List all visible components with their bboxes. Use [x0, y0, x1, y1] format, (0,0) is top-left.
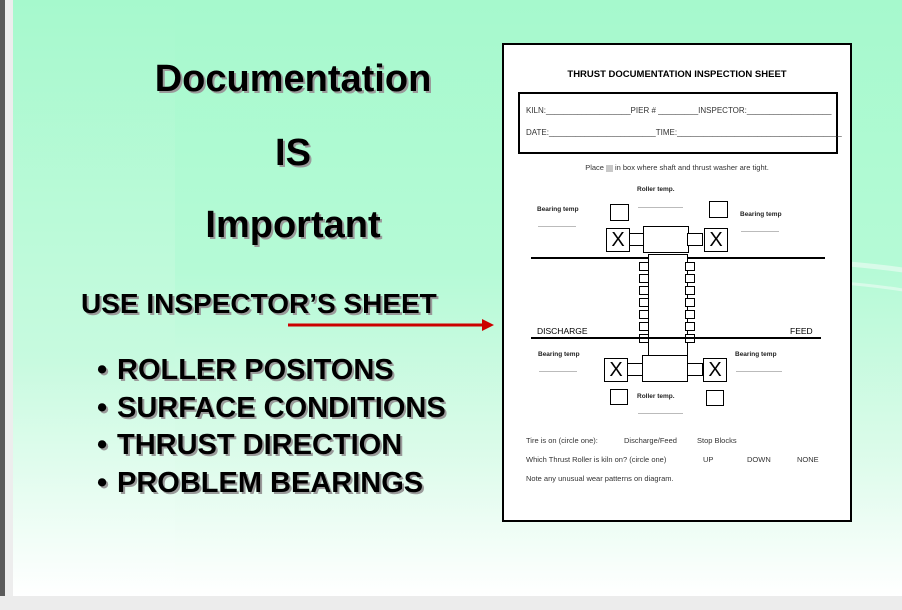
subheading: USE INSPECTOR’S SHEET [81, 288, 437, 319]
sheet-title: THRUST DOCUMENTATION INSPECTION SHEET [567, 69, 787, 80]
bullet-item [97, 352, 446, 390]
tire-shaft [648, 254, 688, 357]
x-box-top-left[interactable]: X [606, 228, 630, 252]
tooth-right [685, 310, 695, 319]
tooth-right [685, 274, 695, 283]
bearing-bottom-left [627, 363, 643, 376]
tooth-right [685, 286, 695, 295]
bullet-dot: • [97, 391, 108, 424]
bullet-text: PROBLEM BEARINGS [117, 466, 424, 499]
bearing-temp-label-bottom-left: Bearing temp [538, 351, 580, 358]
bearing-top-right [687, 233, 703, 246]
bullet-item [97, 465, 446, 503]
bearing-bottom-right [687, 363, 703, 376]
question-thrust-label: Which Thrust Roller is kiln on? (circle one) [526, 455, 667, 464]
bullet-item [97, 390, 446, 428]
place-text-after: in box where shaft and thrust washer are tight. [614, 163, 769, 172]
tooth-left [639, 298, 649, 307]
window-bottom-border [0, 596, 902, 610]
tooth-left [639, 274, 649, 283]
tooth-left [639, 310, 649, 319]
place-text-before: Place [585, 163, 604, 172]
bearing-temp-label-bottom-right: Bearing temp [735, 351, 777, 358]
note-wear-patterns: Note any unusual wear patterns on diagram. [526, 474, 674, 483]
slide [13, 0, 902, 596]
bearing-temp-field-bottom-right [736, 371, 782, 372]
checkbox-top-left[interactable] [610, 204, 629, 221]
tooth-right [685, 262, 695, 271]
bearing-temp-label-top-right: Bearing temp [740, 211, 782, 218]
option-down[interactable]: DOWN [747, 455, 771, 464]
tooth-left [639, 262, 649, 271]
bullet-list [97, 352, 446, 502]
thrust-roller-top [643, 226, 689, 253]
x-box-bottom-left[interactable]: X [604, 358, 628, 382]
x-box-bottom-right[interactable]: X [703, 358, 727, 382]
question-tire-label: Tire is on (circle one): [526, 436, 598, 445]
red-arrow-icon [288, 316, 498, 334]
bullet-text: THRUST DIRECTION [117, 429, 403, 461]
tooth-right [685, 298, 695, 307]
checkbox-top-right[interactable] [709, 201, 728, 218]
feed-label: FEED [790, 326, 813, 336]
window-left-margin [5, 0, 13, 610]
checkbox-icon [606, 165, 613, 172]
bearing-temp-field-bottom-left [539, 371, 577, 372]
bullet-text: SURFACE CONDITIONS [117, 391, 446, 424]
tooth-left [639, 286, 649, 295]
heading-documentation: Documentation [154, 58, 432, 100]
tire-edge-bottom [531, 337, 821, 339]
bullet-item [97, 427, 446, 465]
bearing-temp-label-top-left: Bearing temp [537, 206, 579, 213]
kiln-pier-inspector-line[interactable]: KILN:___________________PIER # _________INSPECTOR:___________________ [526, 106, 832, 115]
thrust-roller-bottom [642, 355, 688, 382]
heading-is: IS [275, 132, 311, 174]
checkbox-bottom-left[interactable] [610, 389, 628, 405]
bullet-dot: • [97, 429, 108, 461]
option-none[interactable]: NONE [797, 455, 819, 464]
place-instruction [504, 163, 850, 172]
tooth-right [685, 322, 695, 331]
roller-temp-label-top: Roller temp. [637, 186, 675, 193]
sheet-header-box [518, 92, 842, 154]
roller-temp-label-bottom: Roller temp. [637, 393, 675, 400]
option-stop-blocks[interactable]: Stop Blocks [697, 436, 737, 445]
bullet-text: ROLLER POSITONS [117, 354, 394, 386]
roller-temp-field-bottom [638, 413, 683, 414]
bullet-dot: • [97, 354, 108, 386]
checkbox-bottom-right[interactable] [706, 390, 724, 406]
date-time-line[interactable]: DATE:________________________TIME:_____________________________________ [526, 128, 842, 137]
bullet-dot: • [97, 466, 108, 499]
x-box-top-right[interactable]: X [704, 228, 728, 252]
option-up[interactable]: UP [703, 455, 714, 464]
bearing-temp-field-top-left [538, 226, 576, 227]
option-discharge-feed[interactable]: Discharge/Feed [624, 436, 677, 445]
roller-temp-field-top [638, 207, 683, 208]
bearing-temp-field-top-right [741, 231, 779, 232]
tooth-left [639, 322, 649, 331]
discharge-label: DISCHARGE [537, 326, 588, 336]
inspection-sheet [502, 43, 852, 522]
heading-important: Important [205, 204, 381, 246]
